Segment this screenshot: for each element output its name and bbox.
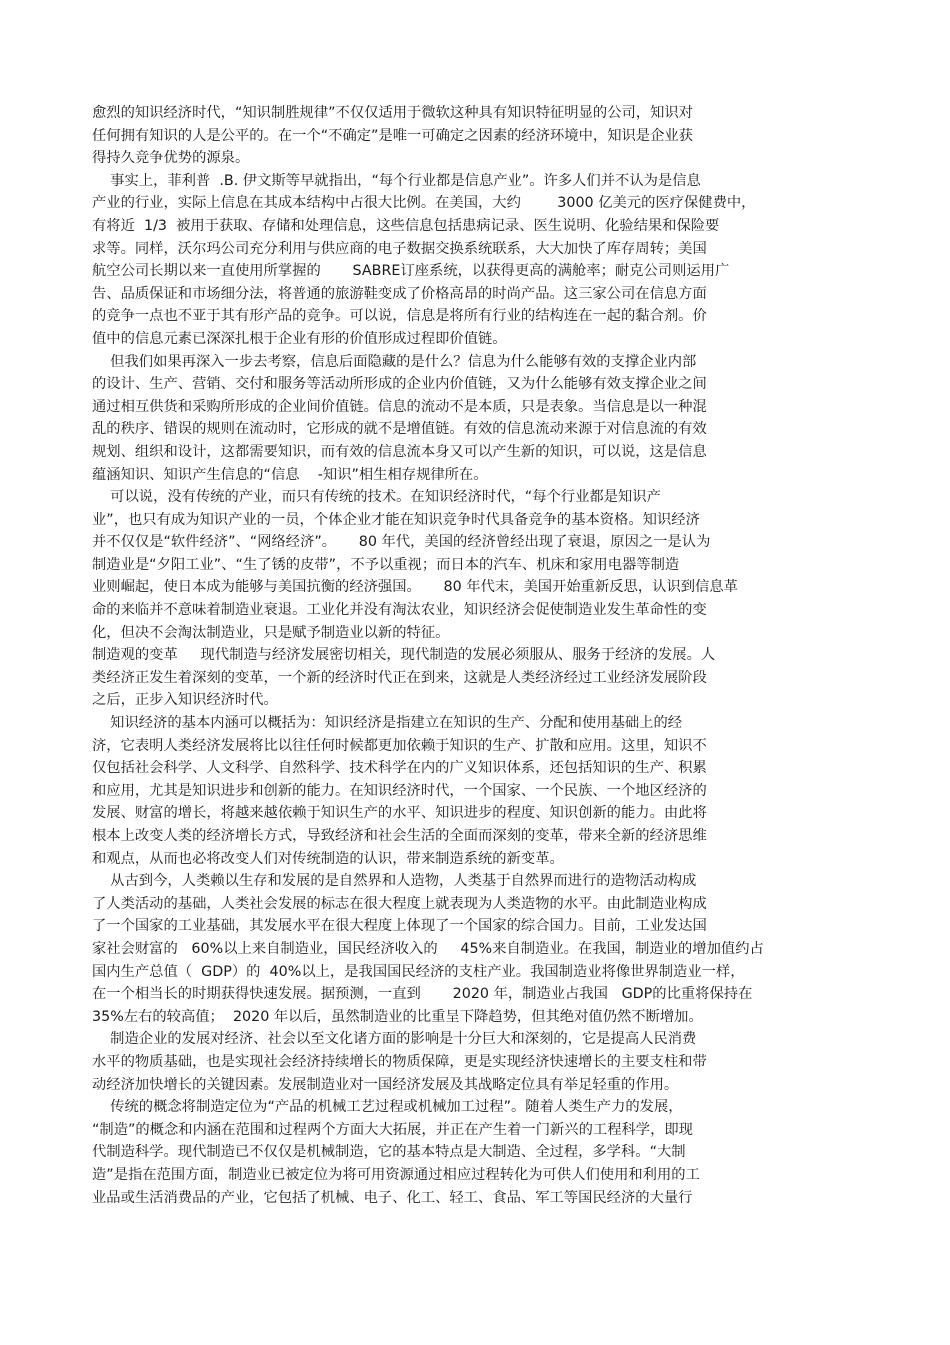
text-line: 济，它表明人类经济发展将比以往任何时候都更加依赖于知识的生产、扩散和应用。这里，知识不 [92, 737, 707, 754]
text-line: 知识经济的基本内涵可以概括为：知识经济是指建立在知识的生产、分配和使用基础上的经 [92, 715, 683, 732]
text-line: 得持久竞争优势的源泉。 [92, 150, 250, 167]
text-line: 类经济正发生着深刻的变革，一个新的经济时代正在到来，这就是人类经济经过工业经济发展阶段 [92, 669, 707, 686]
text-line: 乱的秩序、错误的规则在流动时，它形成的就不是增值链。有效的信息流动来源于对信息流的有效 [92, 421, 707, 438]
text-line: 化，但决不会淘汰制造业，只是赋予制造业以新的特征。 [92, 624, 450, 641]
text-line: 通过相互供货和采购所形成的企业间价值链。信息的流动不是本质，只是表象。当信息是以一种混 [92, 398, 707, 415]
text-line: 愈烈的知识经济时代，“知识制胜规律”不仅仅适用于微软这种具有知识特征明显的公司，知识对 [92, 105, 693, 121]
text-line: 之后，正步入知识经济时代。 [92, 692, 278, 709]
text-line: 代制造科学。现代制造已不仅仅是机械制造，它的基本特点是大制造、全过程，多学科。“大制 [92, 1144, 686, 1161]
text-line: 传统的概念将制造定位为“产品的机械工艺过程或机械加工过程”。随着人类生产力的发展， [92, 1099, 683, 1116]
text-line: 仅包括社会科学、人文科学、自然科学、技术科学在内的广义知识体系，还包括知识的生产、积累 [92, 760, 707, 777]
text-line: 业品或生活消费品的产业，它包括了机械、电子、化工、轻工、食品、军工等国民经济的大量行 [92, 1189, 693, 1206]
text-line: 事实上，菲利普 .B. 伊文斯等早就指出，“每个行业都是信息产业”。许多人们并不认为是信息 [92, 172, 701, 189]
text-line: 了一个国家的工业基础，其发展水平在很大程度上体现了一个国家的综合国力。目前，工业发达国 [92, 918, 707, 935]
text-line: 在一个相当长的时期获得快速发展。据预测，一直到 2020 年，制造业占我国 GDP的比重将保持在 [92, 986, 753, 1003]
text-line: 和应用，尤其是知识进步和创新的能力。在知识经济时代，一个国家、一个民族、一个地区经济的 [92, 782, 707, 799]
text-line: 但我们如果再深入一步去考察，信息后面隐藏的是什么？信息为什么能够有效的支撑企业内部 [92, 353, 697, 370]
text-line: 值中的信息元素已深深扎根于企业有形的价值形成过程即价值链。 [92, 330, 507, 347]
text-line: 水平的物质基础，也是实现社会经济持续增长的物质保障，更是实现经济快速增长的主要支柱和带 [92, 1053, 707, 1070]
text-line: 造”是指在范围方面，制造业已被定位为将可用资源通过相应过程转化为可供人们使用和利用的工 [92, 1166, 700, 1183]
text-line: 国内生产总值（ GDP）的 40%以上，是我国国民经济的支柱产业。我国制造业将像世界制造业一样， [92, 963, 745, 980]
text-line: 业”，也只有成为知识产业的一员，个体企业才能在知识竞争时代具备竞争的基本资格。知识经济 [92, 511, 700, 528]
text-line: 规划、组织和设计，这都需要知识，而有效的信息流本身又可以产生新的知识，可以说，这是信息 [92, 443, 707, 460]
text-line: 可以说，没有传统的产业，而只有传统的技术。在知识经济时代，“每个行业都是知识产 [92, 489, 661, 506]
text-line: 的竞争一点也不亚于其有形产品的竞争。可以说，信息是将所有行业的结构连在一起的黏合剂。价 [92, 308, 707, 325]
text-line: 根本上改变人类的经济增长方式，导致经济和社会生活的全面而深刻的变革，带来全新的经济思维 [92, 828, 707, 844]
text-line: 并不仅仅是“软件经济”、“网络经济”。 80 年代，美国的经济曾经出现了衰退，原因之一是认为 [92, 534, 711, 551]
text-line: 和观点，从而也必将改变人们对传统制造的认识，带来制造系统的新变革。 [92, 850, 564, 867]
text-line: 发展、财富的增长，将越来越依赖于知识生产的水平、知识进步的程度、知识创新的能力。由此将 [92, 805, 707, 822]
text-line: 告、品质保证和市场细分法，将普通的旅游鞋变成了价格高昂的时尚产品。这三家公司在信息方面 [92, 285, 707, 302]
text-line: 35%左右的较高值； 2020 年以后，虽然制造业的比重呈下降趋势，但其绝对值仍然不断增加。 [92, 1008, 703, 1025]
text-line: 蕴涵知识、知识产生信息的“信息 -知识”相生相存规律所在。 [92, 466, 488, 483]
text-line: 产业的行业，实际上信息在其成本结构中占很大比例。在美国，大约 3000 亿美元的医疗保健费中， [92, 195, 756, 212]
text-line: 的设计、生产、营销、交付和服务等活动所形成的企业内价值链，又为什么能够有效支撑企业之间 [92, 376, 707, 393]
text-line: 求等。同样，沃尔玛公司充分利用与供应商的电子数据交换系统联系，大大加快了库存周转；美国 [92, 240, 707, 257]
text-line: “制造”的概念和内涵在范围和过程两个方面大大拓展，并正在产生着一门新兴的工程科学，即现 [92, 1121, 693, 1138]
text-line: 命的来临并不意味着制造业衰退。工业化并没有淘汰农业，知识经济会促使制造业发生革命性的变 [92, 602, 707, 619]
body-text [92, 102, 837, 1209]
text-line: 有将近 1/3 被用于获取、存储和处理信息，这些信息包括患病记录、医生说明、化验结果和保险要 [92, 217, 720, 234]
text-line: 航空公司长期以来一直使用所掌握的 SABRE订座系统，以获得更高的满舱率；耐克公司则运用广 [92, 263, 730, 280]
text-line: 制造业是“夕阳工业”、“生了锈的皮带”，不予以重视；而日本的汽车、机床和家用电器等制造 [92, 556, 680, 573]
text-line: 从古到今，人类赖以生存和发展的是自然界和人造物，人类基于自然界而进行的造物活动构成 [92, 873, 697, 890]
text-line: 制造观的变革 现代制造与经济发展密切相关，现代制造的发展必须服从、服务于经济的发展。人 [92, 647, 716, 664]
text-line: 业则崛起，使日本成为能够与美国抗衡的经济强国。 80 年代末，美国开始重新反思，认识到信息革 [92, 579, 738, 596]
text-line: 了人类活动的基础，人类社会发展的标志在很大程度上就表现为人类造物的水平。由此制造业构成 [92, 895, 707, 912]
text-line: 制造企业的发展对经济、社会以至文化诸方面的影响是十分巨大和深刻的，它是提高人民消费 [92, 1031, 697, 1048]
text-line: 任何拥有知识的人是公平的。在一个“不确定”是唯一可确定之因素的经济环境中，知识是企业获 [92, 127, 693, 144]
text-line: 动经济加快增长的关键因素。发展制造业对一国经济发展及其战略定位具有举足轻重的作用。 [92, 1076, 679, 1093]
text-line: 家社会财富的 60%以上来自制造业，国民经济收入的 45%来自制造业。在我国，制造业的增加值约占 [92, 940, 764, 957]
